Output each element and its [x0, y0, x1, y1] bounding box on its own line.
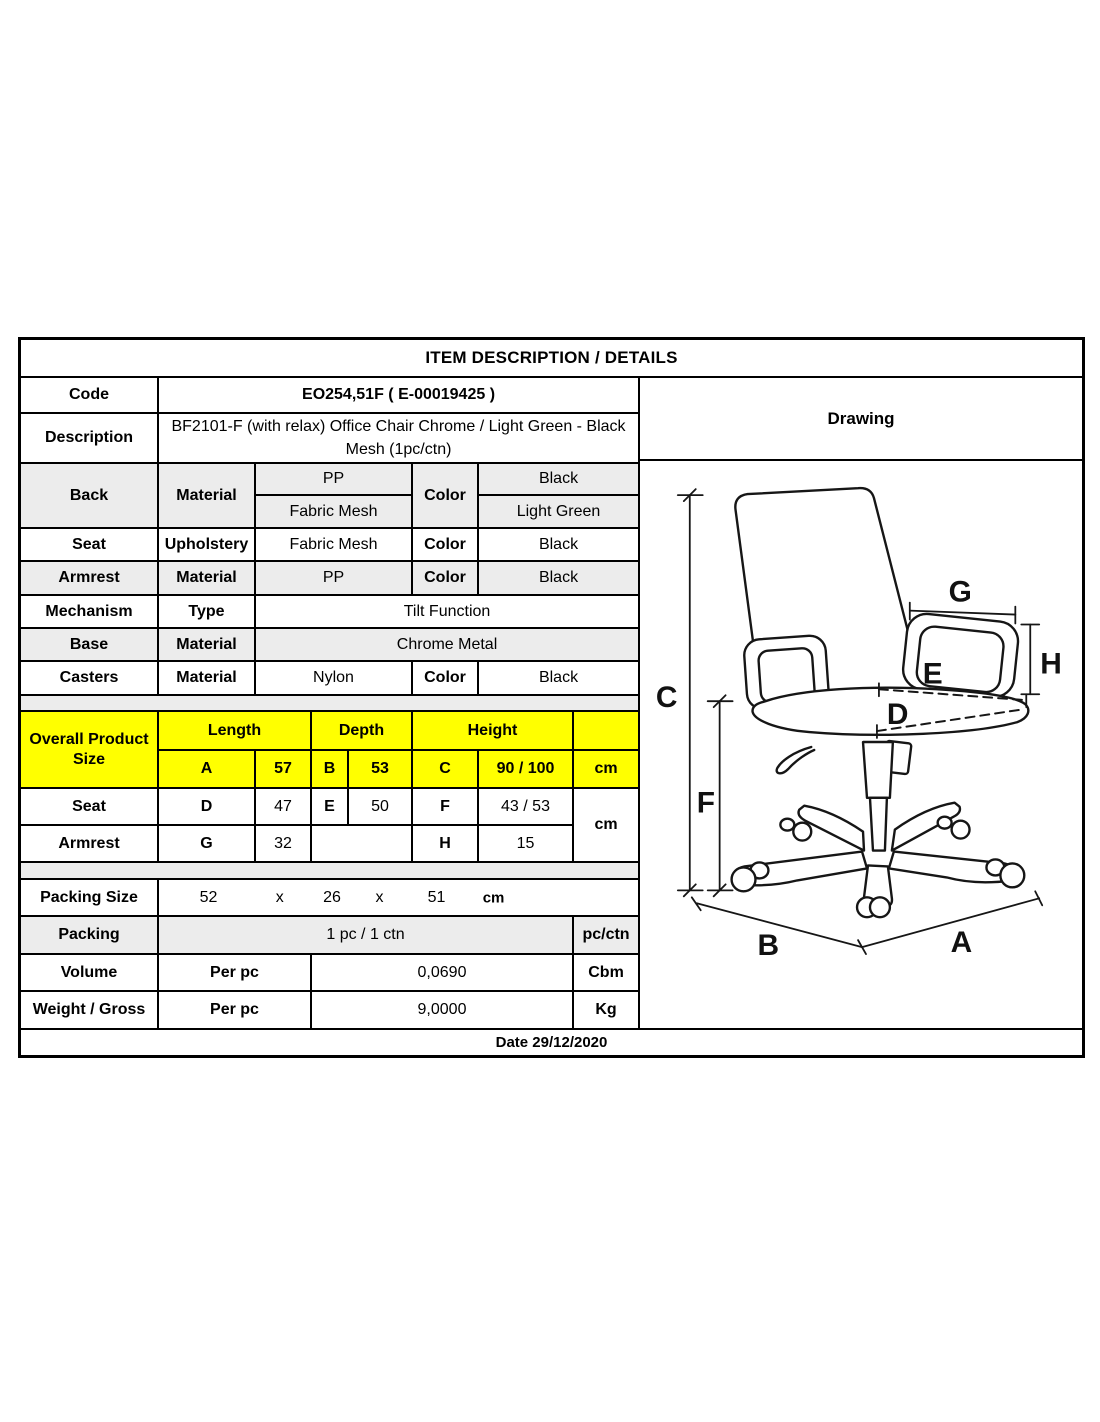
dim-val-b: 53: [348, 750, 412, 788]
dim-val-e: 50: [348, 788, 412, 825]
overall-size-header: Overall Product Size: [21, 711, 158, 788]
drawing-title: Drawing: [640, 378, 1082, 461]
depth-header: Depth: [311, 711, 412, 750]
back-color-2: Light Green: [478, 495, 638, 528]
dim-label-g: G: [948, 575, 972, 609]
dim-label-e: E: [922, 657, 943, 691]
back-color-label: Color: [412, 463, 478, 528]
back-material-1: PP: [255, 463, 412, 495]
dim-val-a: 57: [255, 750, 311, 788]
armrest-attr-label: Material: [158, 561, 255, 595]
code-label: Code: [21, 378, 158, 413]
packing-width: 52: [199, 888, 218, 906]
armrest-label: Armrest: [21, 561, 158, 595]
packing-size-value: [158, 879, 638, 916]
packing-value: 1 pc / 1 ctn: [158, 916, 573, 954]
packing-unit: pc/ctn: [573, 916, 638, 954]
packing-x2: x: [375, 888, 384, 906]
date-footer: Date 29/12/2020: [21, 1028, 1082, 1055]
dim-val-h: 15: [478, 825, 573, 862]
weight-value: 9,0000: [311, 991, 573, 1028]
weight-label: Weight / Gross: [21, 991, 158, 1028]
seat-size-unit: cm: [573, 788, 638, 862]
volume-unit: Cbm: [573, 954, 638, 991]
dim-key-d: D: [158, 788, 255, 825]
casters-attr-label: Material: [158, 661, 255, 695]
mechanism-value: Tilt Function: [255, 595, 638, 628]
mechanism-attr-label: Type: [158, 595, 255, 628]
armrest-color-label: Color: [412, 561, 478, 595]
casters-label: Casters: [21, 661, 158, 695]
volume-label: Volume: [21, 954, 158, 991]
dim-val-g: 32: [255, 825, 311, 862]
dim-label-d: D: [886, 698, 909, 732]
dim-label-b: B: [757, 929, 780, 963]
sheet-body: [21, 378, 1082, 1028]
seat-material: Fabric Mesh: [255, 528, 412, 561]
dim-key-e: E: [311, 788, 348, 825]
back-label: Back: [21, 463, 158, 528]
dim-val-f: 43 / 53: [478, 788, 573, 825]
spec-table: [21, 378, 638, 1028]
packing-size-label: Packing Size: [21, 879, 158, 916]
seat-color: Black: [478, 528, 638, 561]
dim-key-c: C: [412, 750, 478, 788]
dim-label-f: F: [696, 786, 716, 820]
packing-height: 51: [427, 888, 446, 906]
mechanism-label: Mechanism: [21, 595, 158, 628]
overall-size-unit: cm: [573, 750, 638, 788]
spacer-row: [21, 862, 638, 879]
dim-key-b: B: [311, 750, 348, 788]
dim-key-f: F: [412, 788, 478, 825]
dim-key-a: A: [158, 750, 255, 788]
spec-sheet: [18, 337, 1085, 1058]
drawing-area: [640, 461, 1082, 1028]
back-material-2: Fabric Mesh: [255, 495, 412, 528]
seat-label: Seat: [21, 528, 158, 561]
seat-attr-label: Upholstery: [158, 528, 255, 561]
spacer-row: [21, 695, 638, 711]
dim-label-a: A: [950, 926, 973, 960]
weight-unit: Kg: [573, 991, 638, 1028]
dim-val-c: 90 / 100: [478, 750, 573, 788]
packing-label: Packing: [21, 916, 158, 954]
armrest-size-label: Armrest: [21, 825, 158, 862]
armrest-color: Black: [478, 561, 638, 595]
base-value: Chrome Metal: [255, 628, 638, 661]
drawing-panel: [638, 378, 1082, 1028]
page-title: ITEM DESCRIPTION / DETAILS: [21, 340, 1082, 378]
length-header: Length: [158, 711, 311, 750]
seat-color-label: Color: [412, 528, 478, 561]
code-value: EO254,51F ( E-00019425 ): [158, 378, 638, 413]
base-attr-label: Material: [158, 628, 255, 661]
armrest-size-empty: [311, 825, 412, 862]
volume-per: Per pc: [158, 954, 311, 991]
back-attr-label: Material: [158, 463, 255, 528]
size-unit-header-empty: [573, 711, 638, 750]
dim-label-c: C: [655, 681, 678, 715]
packing-x1: x: [275, 888, 284, 906]
packing-size-unit: cm: [482, 889, 505, 906]
dim-key-h: H: [412, 825, 478, 862]
dim-val-d: 47: [255, 788, 311, 825]
dim-key-g: G: [158, 825, 255, 862]
armrest-material: PP: [255, 561, 412, 595]
description-label: Description: [21, 413, 158, 463]
casters-color-label: Color: [412, 661, 478, 695]
base-label: Base: [21, 628, 158, 661]
dim-label-h: H: [1040, 647, 1062, 681]
chair-drawing: [640, 461, 1082, 1026]
packing-size-dims: [161, 881, 636, 914]
seat-size-label: Seat: [21, 788, 158, 825]
description-value: BF2101-F (with relax) Office Chair Chrome / Light Green - Black Mesh (1pc/ctn): [158, 413, 638, 463]
casters-color: Black: [478, 661, 638, 695]
packing-depth: 26: [323, 888, 341, 906]
back-color-1: Black: [478, 463, 638, 495]
volume-value: 0,0690: [311, 954, 573, 991]
weight-per: Per pc: [158, 991, 311, 1028]
height-header: Height: [412, 711, 573, 750]
casters-material: Nylon: [255, 661, 412, 695]
